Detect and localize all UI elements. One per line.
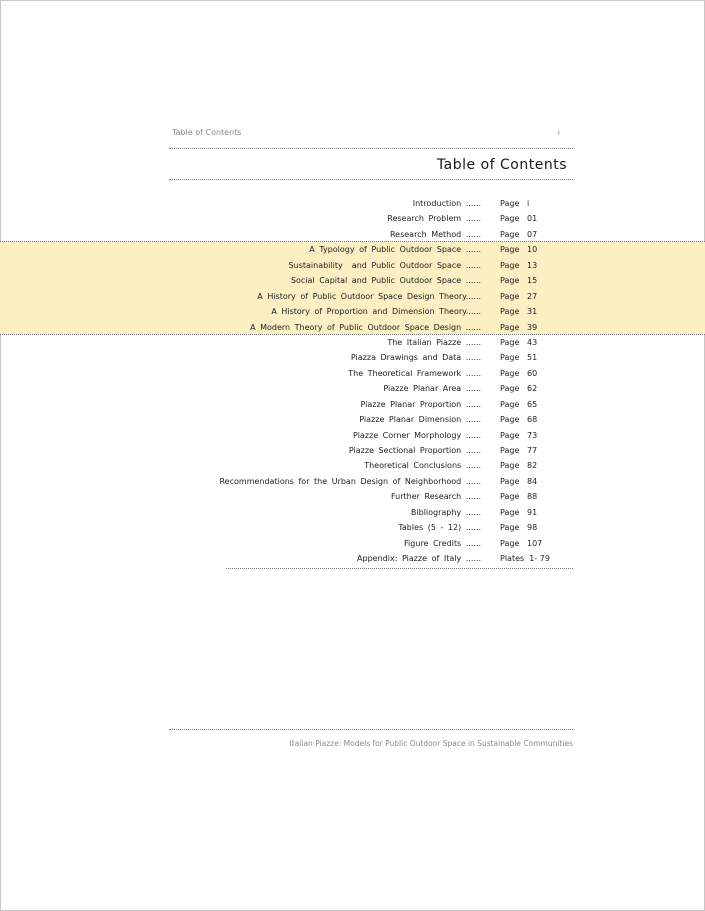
toc-entry-page: Page 31 <box>500 307 538 317</box>
running-header-page-number: i <box>557 128 560 137</box>
toc-entry-title: The Theoretical Framework ...... <box>348 368 481 378</box>
toc-entry-title: Further Research ...... <box>391 492 481 502</box>
toc-entry-page: Page 91 <box>500 507 538 517</box>
toc-entry[interactable] <box>0 350 705 365</box>
toc-entry[interactable] <box>0 289 705 304</box>
toc-entry[interactable] <box>0 458 705 473</box>
toc-entry-title: Piazze Planar Area ...... <box>383 384 481 394</box>
toc-entry[interactable] <box>0 211 705 226</box>
toc-entry[interactable] <box>0 520 705 535</box>
toc-entry[interactable] <box>0 443 705 458</box>
toc-entry-title: Introduction ...... <box>412 199 481 208</box>
toc-entry[interactable] <box>0 242 705 257</box>
toc-entry[interactable] <box>0 536 705 551</box>
toc-entry[interactable] <box>0 397 705 412</box>
toc-entry-page: Page 13 <box>500 260 538 270</box>
toc-entry[interactable] <box>0 381 705 396</box>
page-title: Table of Contents <box>436 157 567 173</box>
toc-entry-page: Page 88 <box>500 492 538 502</box>
toc-entry-title: The Italian Piazze ...... <box>387 337 481 347</box>
title-rule <box>169 179 573 180</box>
toc-entry[interactable] <box>0 428 705 443</box>
toc-entry-page: Page 82 <box>500 461 538 471</box>
toc-end-rule <box>226 568 573 569</box>
toc-entry-title: Recommendations for the Urban Design of Neighborhood ...... <box>219 476 481 486</box>
toc-entry[interactable] <box>0 474 705 489</box>
toc-entry[interactable] <box>0 227 705 242</box>
toc-list <box>0 196 705 567</box>
toc-entry[interactable] <box>0 412 705 427</box>
running-footer: Italian Piazze: Models for Public Outdoor Space in Sustainable Communities <box>289 739 573 748</box>
toc-entry-title: Sustainability and Public Outdoor Space ...... <box>288 260 481 270</box>
toc-entry-title: Piazze Sectional Proportion ...... <box>348 446 481 455</box>
toc-entry[interactable] <box>0 366 705 381</box>
toc-entry[interactable] <box>0 551 705 566</box>
toc-entry-page: Page 68 <box>500 415 538 425</box>
toc-entry-page: Page 77 <box>500 446 538 455</box>
toc-entry-page: Plates 1- 79 <box>500 554 550 564</box>
toc-entry-page: Page 07 <box>500 229 538 239</box>
toc-entry[interactable] <box>0 304 705 319</box>
toc-entry-page: Page 65 <box>500 399 538 409</box>
toc-entry-page: Page 98 <box>500 523 538 533</box>
toc-entry[interactable] <box>0 258 705 273</box>
footer-rule <box>169 729 573 730</box>
toc-entry-page: Page 60 <box>500 368 538 378</box>
toc-entry-title: Piazze Corner Morphology ...... <box>353 430 481 440</box>
toc-entry-title: Research Problem ...... <box>387 214 481 224</box>
toc-entry-title: Social Capital and Public Outdoor Space ...... <box>290 276 481 286</box>
toc-entry-page: Page 51 <box>500 353 538 363</box>
toc-entry-page: Page 73 <box>500 430 538 440</box>
toc-entry-title: A Modern Theory of Public Outdoor Space Design ...... <box>250 322 481 332</box>
running-header-title: Table of Contents <box>172 128 242 137</box>
toc-entry[interactable] <box>0 273 705 288</box>
toc-entry-title: Piazza Drawings and Data ...... <box>350 353 481 363</box>
toc-entry-page: Page 43 <box>500 337 538 347</box>
toc-entry-page: Page 62 <box>500 384 538 394</box>
toc-entry-title: Piazze Planar Proportion ...... <box>360 399 481 409</box>
toc-entry-title: A History of Public Outdoor Space Design Theory...... <box>257 291 481 301</box>
toc-entry-page: Page 10 <box>500 245 538 255</box>
toc-entry-title: Appendix: Piazze of Italy ...... <box>357 554 481 564</box>
toc-entry-page: Page 01 <box>500 214 538 224</box>
toc-entry[interactable] <box>0 335 705 350</box>
toc-entry[interactable] <box>0 489 705 504</box>
toc-entry-page: Page 15 <box>500 276 538 286</box>
toc-entry-page: Page 27 <box>500 291 538 301</box>
toc-entry-title: A History of Proportion and Dimension Theory...... <box>271 307 481 317</box>
toc-entry[interactable] <box>0 196 705 211</box>
toc-entry-title: Figure Credits ...... <box>404 538 481 548</box>
toc-entry[interactable] <box>0 320 705 335</box>
toc-entry-title: Bibliography ...... <box>410 507 481 517</box>
toc-entry-title: Tables (5 - 12) ...... <box>398 523 481 533</box>
toc-entry[interactable] <box>0 505 705 520</box>
toc-entry-page: Page 39 <box>500 322 538 332</box>
toc-entry-title: Theoretical Conclusions ...... <box>364 461 481 471</box>
header-rule <box>169 148 573 149</box>
toc-entry-title: Piazze Planar Dimension ...... <box>359 415 481 425</box>
toc-entry-title: Research Method ...... <box>389 229 481 239</box>
toc-entry-title: A Typology of Public Outdoor Space ...... <box>309 245 481 255</box>
toc-entry-page: Page i <box>500 199 530 208</box>
toc-entry-page: Page 84 <box>500 476 538 486</box>
toc-entry-page: Page 107 <box>500 538 543 548</box>
